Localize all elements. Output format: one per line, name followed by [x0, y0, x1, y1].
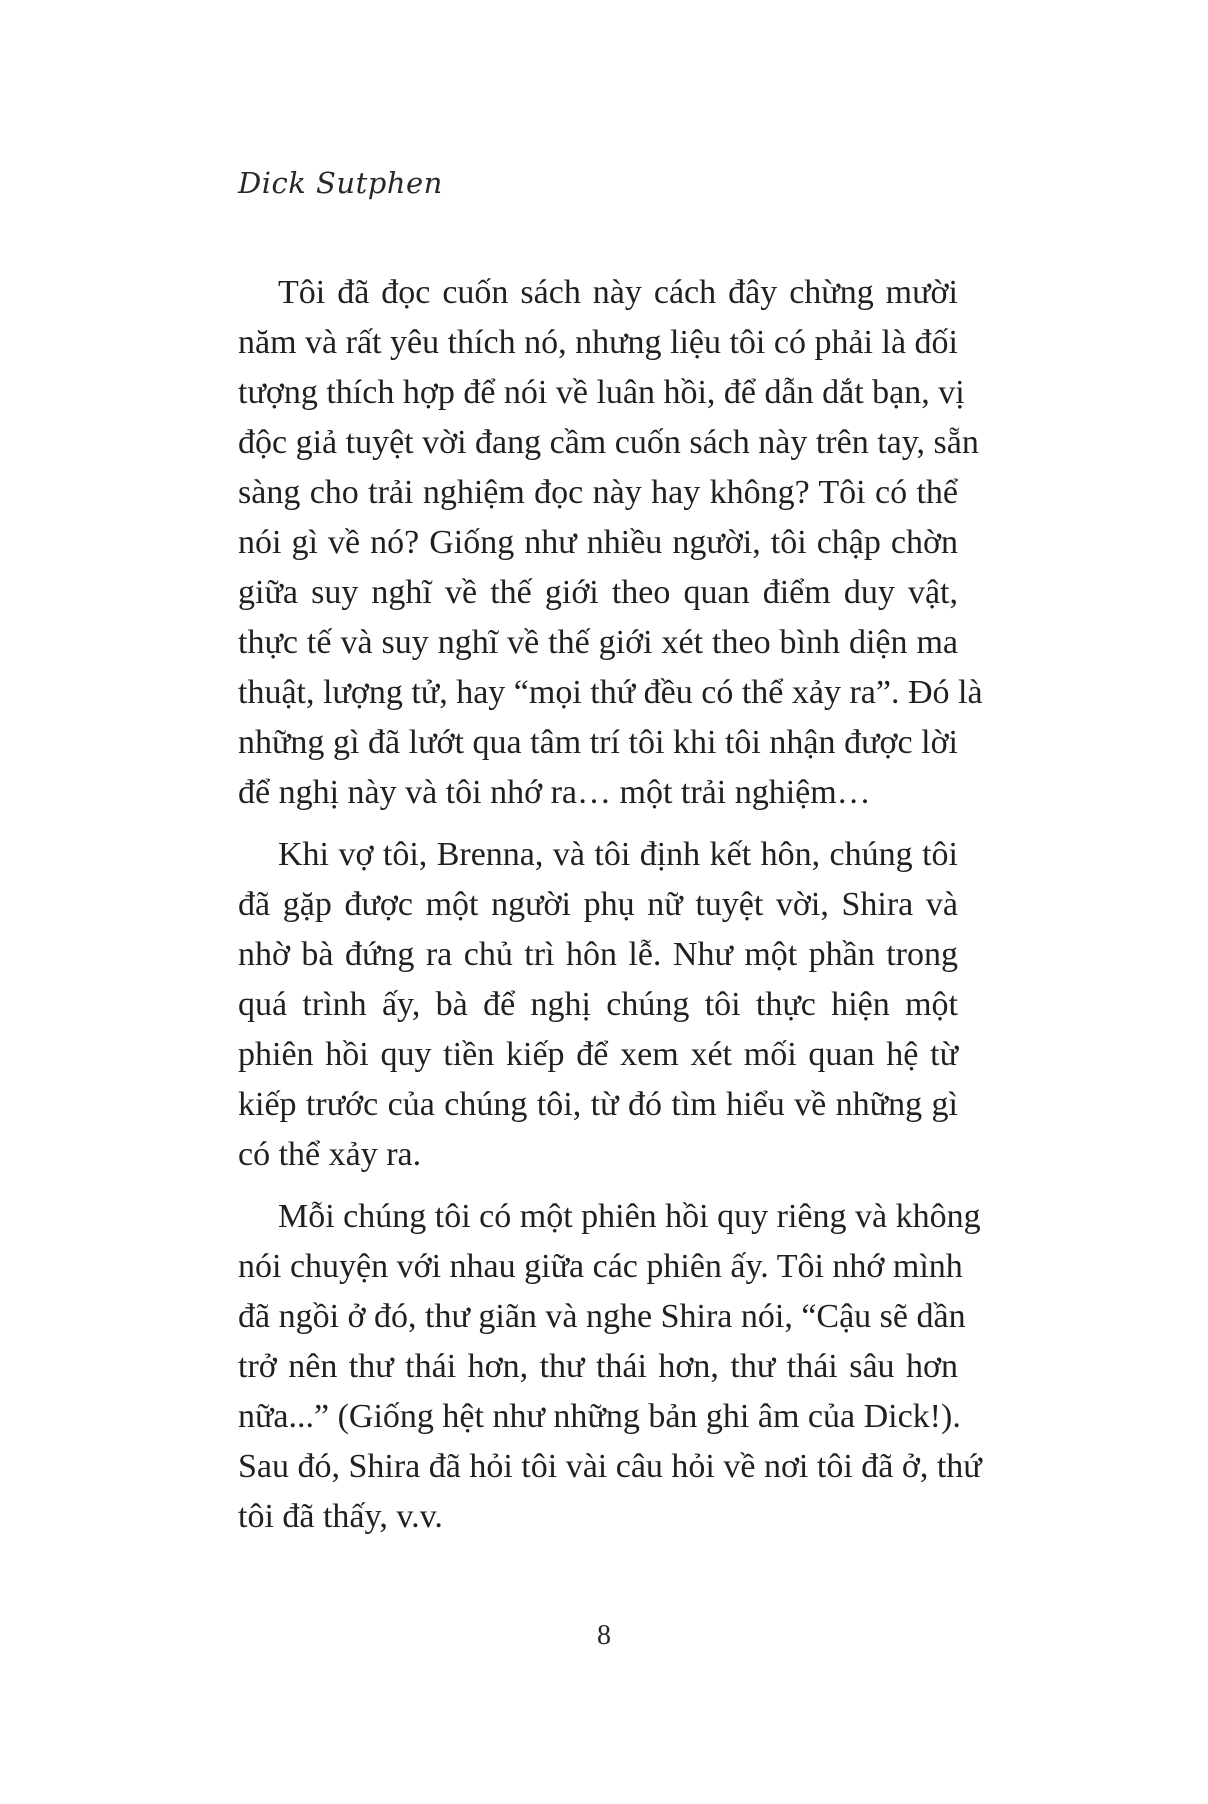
running-head-author: Dick Sutphen: [238, 166, 443, 200]
text-line: năm và rất yêu thích nó, nhưng liệu tôi có phải là đối: [238, 324, 958, 361]
text-line: phiên hồi quy tiền kiếp để xem xét mối quan hệ từ: [238, 1036, 958, 1073]
text-line: tôi đã thấy, v.v.: [238, 1498, 443, 1535]
text-line: đã ngồi ở đó, thư giãn và nghe Shira nói, “Cậu sẽ dần: [238, 1298, 966, 1335]
text-line: Sau đó, Shira đã hỏi tôi vài câu hỏi về nơi tôi đã ở, thứ: [238, 1448, 982, 1485]
text-line: tượng thích hợp để nói về luân hồi, để dẫn dắt bạn, vị: [238, 374, 965, 411]
page-number: 8: [597, 1620, 611, 1651]
text-line: nói gì về nó? Giống như nhiều người, tôi chập chờn: [238, 524, 958, 561]
text-line: Mỗi chúng tôi có một phiên hồi quy riêng và không: [278, 1198, 981, 1235]
text-line: giữa suy nghĩ về thế giới theo quan điểm duy vật,: [238, 574, 958, 611]
text-line: có thể xảy ra.: [238, 1136, 422, 1173]
text-line: thuật, lượng tử, hay “mọi thứ đều có thể xảy ra”. Đó là: [238, 674, 983, 711]
text-line: Khi vợ tôi, Brenna, và tôi định kết hôn, chúng tôi: [278, 836, 958, 873]
text-line: độc giả tuyệt vời đang cầm cuốn sách này trên tay, sẵn: [238, 424, 979, 461]
text-line: những gì đã lướt qua tâm trí tôi khi tôi nhận được lời: [238, 724, 958, 761]
paragraph-3: [238, 1192, 982, 1542]
text-line: trở nên thư thái hơn, thư thái hơn, thư thái sâu hơn: [238, 1348, 958, 1385]
paragraph-2: [238, 830, 958, 1180]
text-line: để nghị này và tôi nhớ ra… một trải nghiệm…: [238, 774, 871, 811]
text-line: nhờ bà đứng ra chủ trì hôn lễ. Như một phần trong: [238, 936, 958, 973]
text-line: nói chuyện với nhau giữa các phiên ấy. Tôi nhớ mình: [238, 1248, 963, 1285]
text-line: đã gặp được một người phụ nữ tuyệt vời, Shira và: [238, 886, 958, 923]
text-line: Tôi đã đọc cuốn sách này cách đây chừng mười: [278, 274, 958, 311]
text-line: kiếp trước của chúng tôi, từ đó tìm hiểu về những gì: [238, 1086, 958, 1123]
body-text: [238, 268, 983, 1542]
text-line: quá trình ấy, bà để nghị chúng tôi thực hiện một: [238, 986, 958, 1023]
paragraph-1: [238, 268, 983, 818]
text-line: nữa...” (Giống hệt như những bản ghi âm của Dick!).: [238, 1398, 961, 1435]
text-line: sàng cho trải nghiệm đọc này hay không? Tôi có thể: [238, 474, 958, 511]
text-line: thực tế và suy nghĩ về thế giới xét theo bình diện ma: [238, 624, 958, 661]
